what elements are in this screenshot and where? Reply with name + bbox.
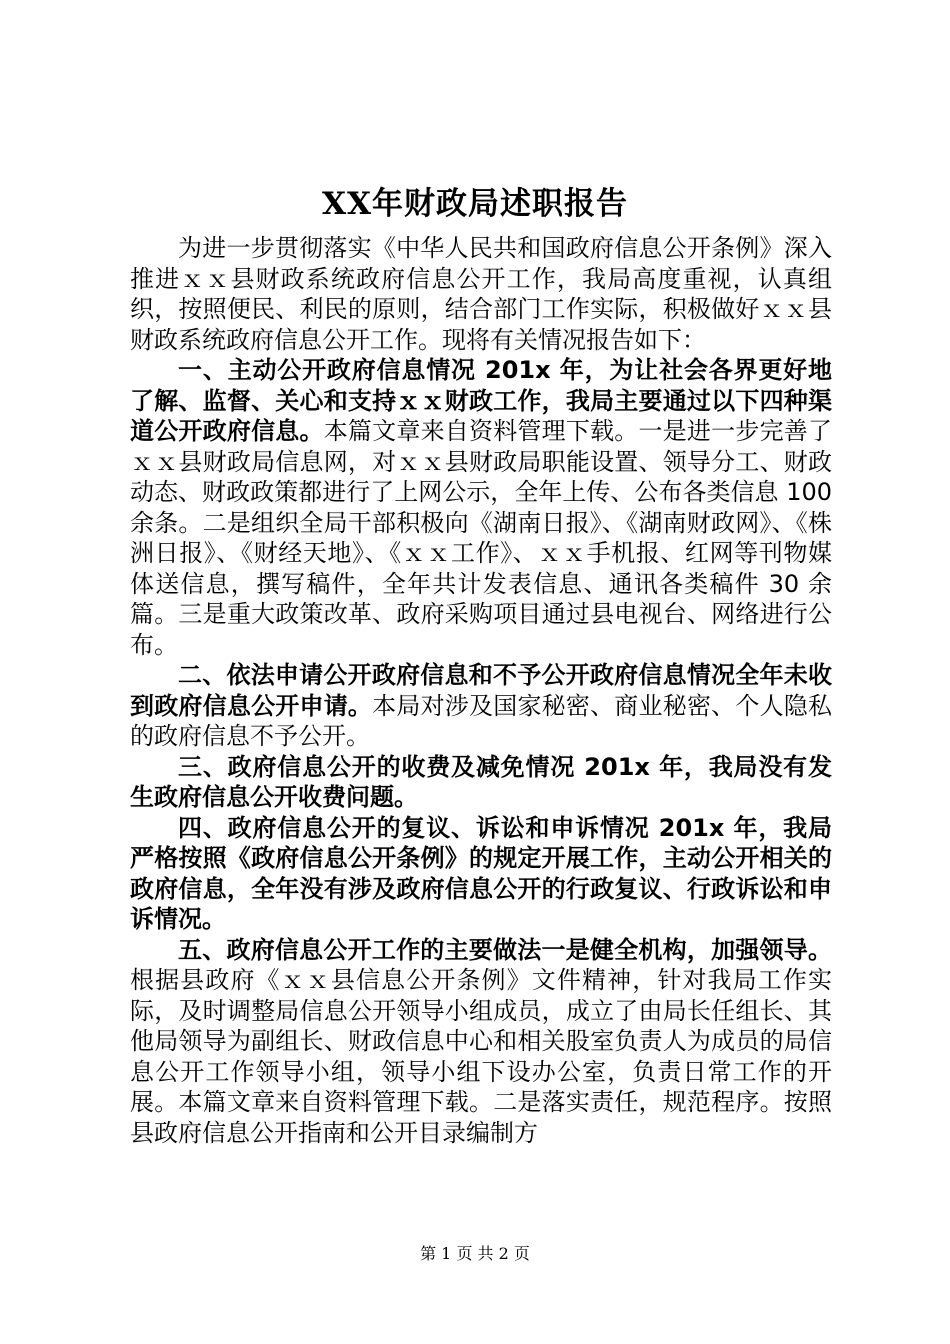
paragraph-text: 本篇文章来自资料管理下载。一是进一步完善了ｘｘ县财政局信息网，对ｘｘ县财政局职能设置、领导分工、财政动态、财政政策都进行了上网公示，全年上传、公布各类信息 100 余条。二是组织全局干部积极向《湖南日报》、《湖南财政网》、《株洲日报》、《财经天地》、《ｘｘ工作》、ｘｘ手机报、红网等刊物媒体送信息，撰写稿件，全年共计发表信息、通讯各类稿件 30 余篇。三是重大政策改革、政府采购项目通过县电视台、网络进行公布。: [130, 417, 833, 659]
paragraph-section-1: [130, 355, 832, 660]
paragraph-text: 本局对涉及国家秘密、商业秘密、个人隐私的政府信息不予公开。: [130, 691, 833, 750]
paragraph-heading: 四、政府信息公开的复议、诉讼和申诉情况 201x 年，我局严格按照《政府信息公开条例》的规定开展工作，主动公开相关的政府信息，全年没有涉及政府信息公开的行政复议、行政诉讼和申诉情况。: [130, 813, 832, 933]
document-title: XX年财政局述职报告: [321, 186, 629, 222]
paragraph-section-4: [130, 813, 832, 935]
page-footer: 第 1 页 共 2 页: [420, 1244, 530, 1263]
document-body: [130, 233, 832, 1148]
paragraph-heading: 一、主动公开政府信息情况 201x 年，为让社会各界更好地了解、监督、关心和支持ｘｘ财政工作，我局主要通过以下四种渠道公开政府信息。: [130, 356, 832, 445]
paragraph-section-5: [130, 935, 832, 1149]
paragraph-section-3: [130, 752, 832, 813]
paragraph-section-2: [130, 660, 832, 752]
paragraph-text: 为进一步贯彻落实《中华人民共和国政府信息公开条例》深入推进ｘｘ县财政系统政府信息公开工作，我局高度重视，认真组织，按照便民、利民的原则，结合部门工作实际，积极做好ｘｘ县财政系统政府信息公开工作。现将有关情况报告如下：: [130, 234, 832, 354]
paragraph-intro: [130, 233, 832, 355]
paragraph-heading: 三、政府信息公开的收费及减免情况 201x 年，我局没有发生政府信息公开收费问题。: [130, 752, 832, 811]
paragraph-heading: 五、政府信息公开工作的主要做法一是健全机构，加强领导。: [178, 935, 832, 964]
paragraph-text: 根据县政府《ｘｘ县信息公开条例》文件精神，针对我局工作实际，及时调整局信息公开领导小组成员，成立了由局长任组长、其他局领导为副组长、财政信息中心和相关股室负责人为成员的局信息公开工作领导小组，领导小组下设办公室，负责日常工作的开展。本篇文章来自资料管理下载。二是落实责任，规范程序。按照县政府信息公开指南和公开目录编制方: [130, 966, 832, 1147]
paragraph-heading: 二、依法申请公开政府信息和不予公开政府信息情况全年未收到政府信息公开申请。: [130, 661, 832, 720]
